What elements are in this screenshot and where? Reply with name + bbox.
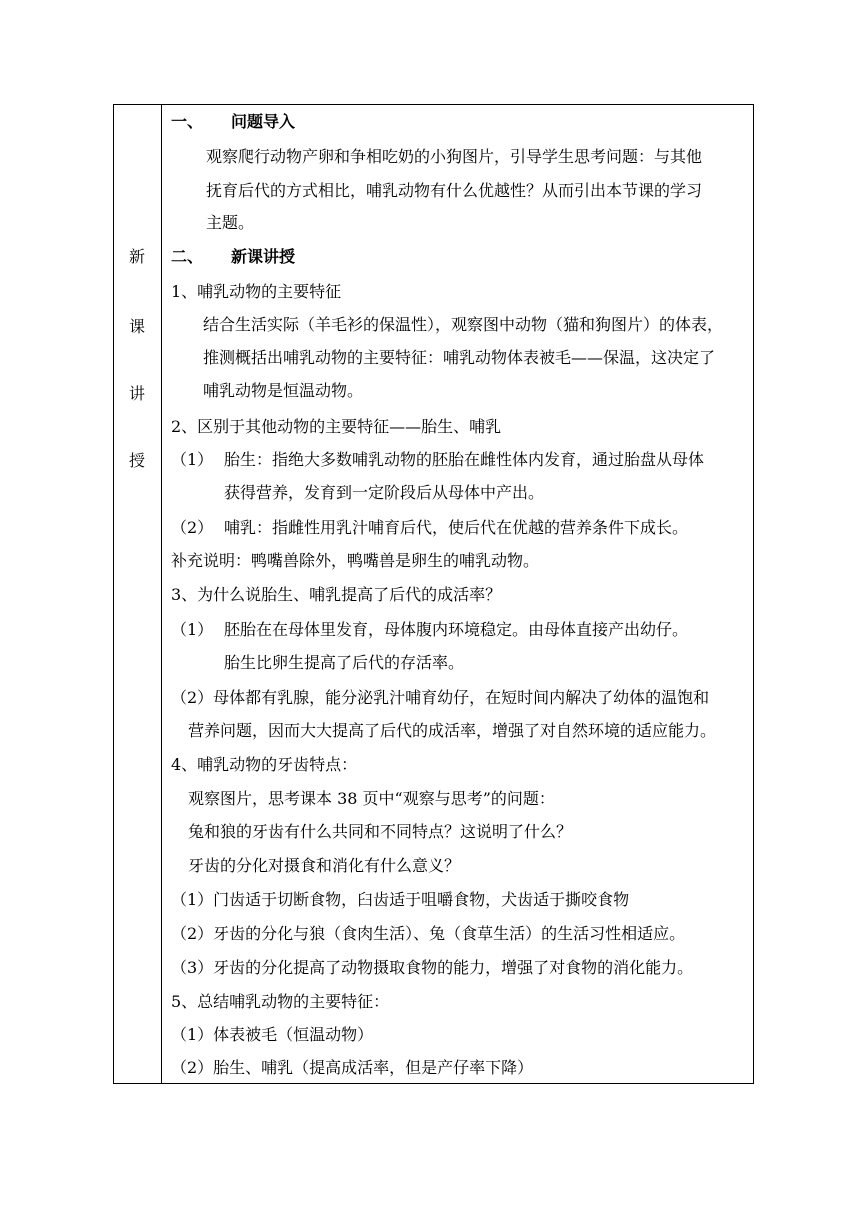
p4-line-3: 牙齿的分化对摄食和消化有什么意义？ <box>188 856 461 875</box>
sidebar-char-4: 授 <box>128 451 145 470</box>
p5-heading: 5、总结哺乳动物的主要特征： <box>171 992 390 1011</box>
p4-item-2: （2）牙齿的分化与狼（食肉生活）、兔（食草生活）的生活习性相适应。 <box>171 924 686 943</box>
sidebar-char-3: 讲 <box>128 384 145 403</box>
p2-item2-number: （2） <box>171 518 214 537</box>
section1-line-1: 观察爬行动物产卵和争相吃奶的小狗图片，引导学生思考问题：与其他 <box>206 147 703 166</box>
p2-item2-text: 哺乳：指雌性用乳汁哺育后代，使后代在优越的营养条件下成长。 <box>224 518 689 537</box>
p2-item1-line-1: 胎生：指绝大多数哺乳动物的胚胎在雌性体内发育，通过胎盘从母体 <box>224 450 705 469</box>
p2-item1-line-2: 获得营养，发育到一定阶段后从母体中产出。 <box>224 483 545 502</box>
p3-item2-line-1: （2）母体都有乳腺，能分泌乳汁哺育幼仔，在短时间内解决了幼体的温饱和 <box>171 688 710 707</box>
p4-item-1: （1）门齿适于切断食物，臼齿适于咀嚼食物，犬齿适于撕咬食物 <box>171 890 630 909</box>
section1-line-2: 抚育后代的方式相比，哺乳动物有什么优越性？从而引出本节课的学习 <box>206 181 703 200</box>
section2-title: 新课讲授 <box>231 247 296 266</box>
section1-title: 问题导入 <box>231 112 296 131</box>
p2-heading: 2、区别于其他动物的主要特征——胎生、哺乳 <box>171 417 502 436</box>
sidebar-char-2: 课 <box>128 317 145 336</box>
column-divider <box>161 104 162 1084</box>
p1-line-1: 结合生活实际（羊毛衫的保温性），观察图中动物（猫和狗图片）的体表， <box>203 315 724 334</box>
p1-heading: 1、哺乳动物的主要特征 <box>171 282 342 301</box>
section2-number: 二、 <box>171 247 204 266</box>
p1-line-2: 推测概括出哺乳动物的主要特征：哺乳动物体表被毛——保温，这决定了 <box>203 348 716 367</box>
sidebar-char-1: 新 <box>128 247 145 266</box>
section1-line-3: 主题。 <box>206 213 255 232</box>
p3-item1-number: （1） <box>171 620 214 639</box>
p4-heading: 4、哺乳动物的牙齿特点： <box>171 755 358 774</box>
p3-item2-line-2: 营养问题，因而大大提高了后代的成活率，增强了对自然环境的适应能力。 <box>188 721 717 740</box>
p1-line-3: 哺乳动物是恒温动物。 <box>203 381 364 400</box>
p3-heading: 3、为什么说胎生、哺乳提高了后代的成活率？ <box>171 585 502 604</box>
p5-item-1: （1）体表被毛（恒温动物） <box>171 1025 374 1044</box>
p3-item1-line-2: 胎生比卵生提高了后代的存活率。 <box>224 653 465 672</box>
p4-line-1: 观察图片，思考课本 38 页中“观察与思考”的问题： <box>188 789 555 808</box>
p5-item-2: （2）胎生、哺乳（提高成活率，但是产仔率下降） <box>171 1058 534 1077</box>
p4-item-3: （3）牙齿的分化提高了动物摄取食物的能力，增强了对食物的消化能力。 <box>171 958 694 977</box>
p4-line-2: 兔和狼的牙齿有什么共同和不同特点？这说明了什么？ <box>188 822 573 841</box>
p3-item1-line-1: 胚胎在在母体里发育，母体腹内环境稳定。由母体直接产出幼仔。 <box>224 620 689 639</box>
section1-number: 一、 <box>171 112 204 131</box>
p2-item1-number: （1） <box>171 450 214 469</box>
p2-note: 补充说明：鸭嘴兽除外，鸭嘴兽是卵生的哺乳动物。 <box>171 551 540 570</box>
